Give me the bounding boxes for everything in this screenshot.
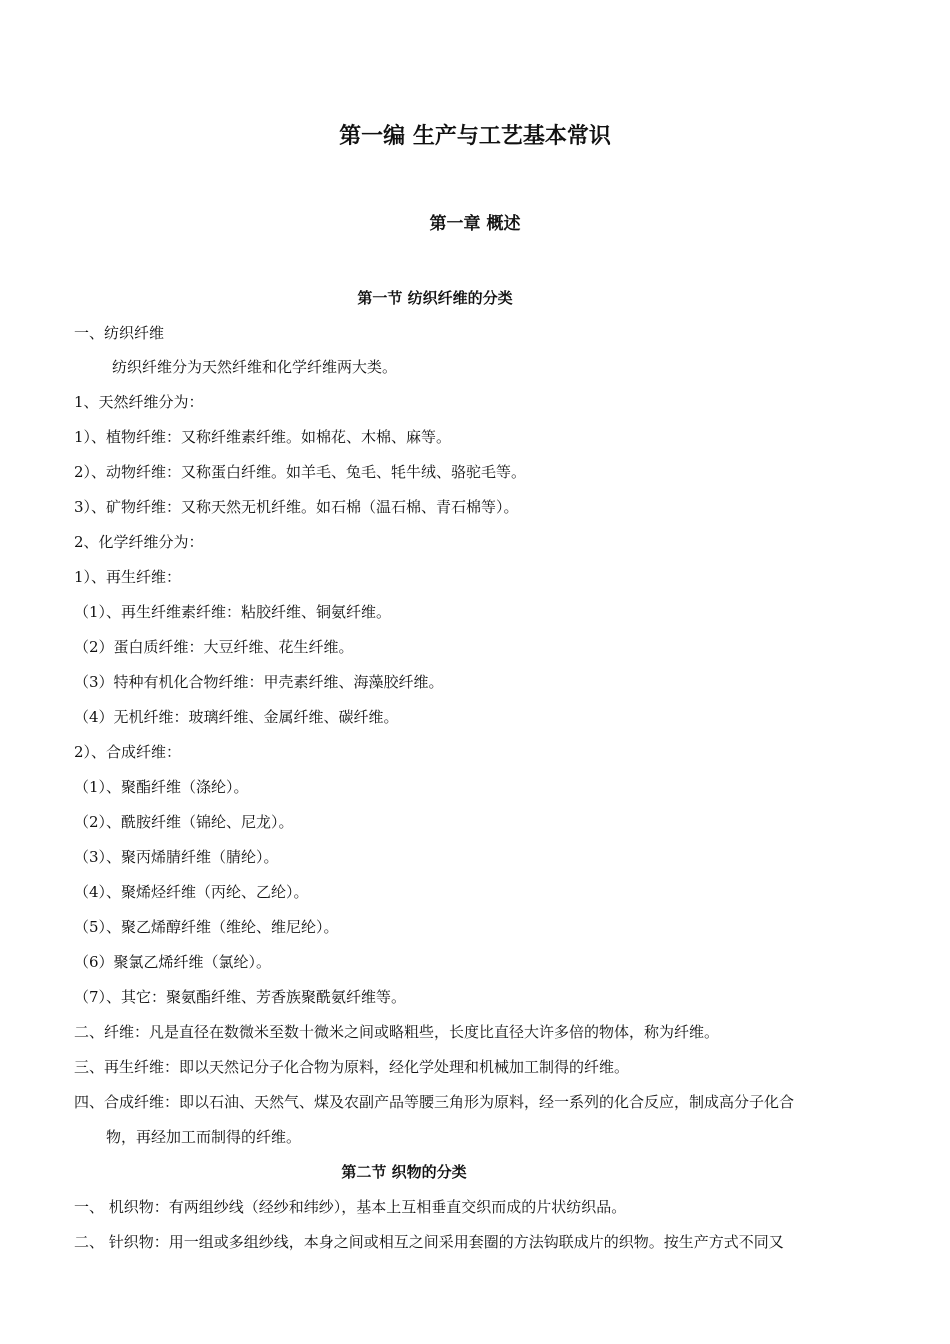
paragraph-line: （2）蛋白质纤维：大豆纤维、花生纤维。 xyxy=(74,638,354,656)
paragraph-line: 2、化学纤维分为： xyxy=(74,533,204,551)
paragraph-line: 一、 机织物：有两组纱线（经纱和纬纱），基本上互相垂直交织而成的片状纺织品。 xyxy=(74,1198,627,1216)
paragraph-line: 1）、再生纤维： xyxy=(74,568,182,586)
paragraph-line: （2）、酰胺纤维（锦纶、尼龙）。 xyxy=(74,813,294,831)
part-title: 第一编 生产与工艺基本常识 xyxy=(339,124,611,149)
paragraph-line: （6）聚氯乙烯纤维（氯纶）。 xyxy=(74,953,272,971)
paragraph-line: （1）、再生纤维素纤维：粘胶纤维、铜氨纤维。 xyxy=(74,603,392,621)
paragraph-line: 三、再生纤维：即以天然记分子化合物为原料，经化学处理和机械加工制得的纤维。 xyxy=(74,1058,630,1076)
paragraph-line: （4）、聚烯烃纤维（丙纶、乙纶）。 xyxy=(74,883,309,901)
paragraph-line: 二、 针织物：用一组或多组纱线，本身之间或相互之间采用套圈的方法钩联成片的织物。按生产方式不同又 xyxy=(74,1233,784,1251)
paragraph-line: 一、纺织纤维 xyxy=(74,324,165,342)
paragraph-line: 2）、合成纤维： xyxy=(74,743,182,761)
chapter-title: 第一章 概述 xyxy=(429,214,521,234)
paragraph-line: 纺织纤维分为天然纤维和化学纤维两大类。 xyxy=(112,358,398,376)
paragraph-line: 2）、动物纤维：又称蛋白纤维。如羊毛、兔毛、牦牛绒、骆驼毛等。 xyxy=(74,463,527,481)
paragraph-line: 物，再经加工而制得的纤维。 xyxy=(106,1128,302,1146)
section-title: 第一节 纺织纤维的分类 xyxy=(357,289,513,307)
paragraph-line: 1）、植物纤维：又称纤维素纤维。如棉花、木棉、麻等。 xyxy=(74,428,452,446)
paragraph-line: 1、天然纤维分为： xyxy=(74,393,204,411)
paragraph-line: 四、合成纤维：即以石油、天然气、煤及农副产品等腰三角形为原料，经一系列的化合反应，制成高分子化合 xyxy=(74,1093,795,1111)
paragraph-line: （3）、聚丙烯腈纤维（腈纶）。 xyxy=(74,848,279,866)
paragraph-line: （1）、聚酯纤维（涤纶）。 xyxy=(74,778,249,796)
paragraph-line: （3）特种有机化合物纤维：甲壳素纤维、海藻胶纤维。 xyxy=(74,673,444,691)
paragraph-line: 二、纤维：凡是直径在数微米至数十微米之间或略粗些，长度比直径大许多倍的物体，称为纤维。 xyxy=(74,1023,720,1041)
paragraph-line: 3）、矿物纤维：又称天然无机纤维。如石棉（温石棉、青石棉等）。 xyxy=(74,498,519,516)
paragraph-line: （5）、聚乙烯醇纤维（维纶、维尼纶）。 xyxy=(74,918,339,936)
paragraph-line: （4）无机纤维：玻璃纤维、金属纤维、碳纤维。 xyxy=(74,708,399,726)
section-title: 第二节 织物的分类 xyxy=(341,1163,467,1181)
paragraph-line: （7）、其它：聚氨酯纤维、芳香族聚酰氨纤维等。 xyxy=(74,988,407,1006)
